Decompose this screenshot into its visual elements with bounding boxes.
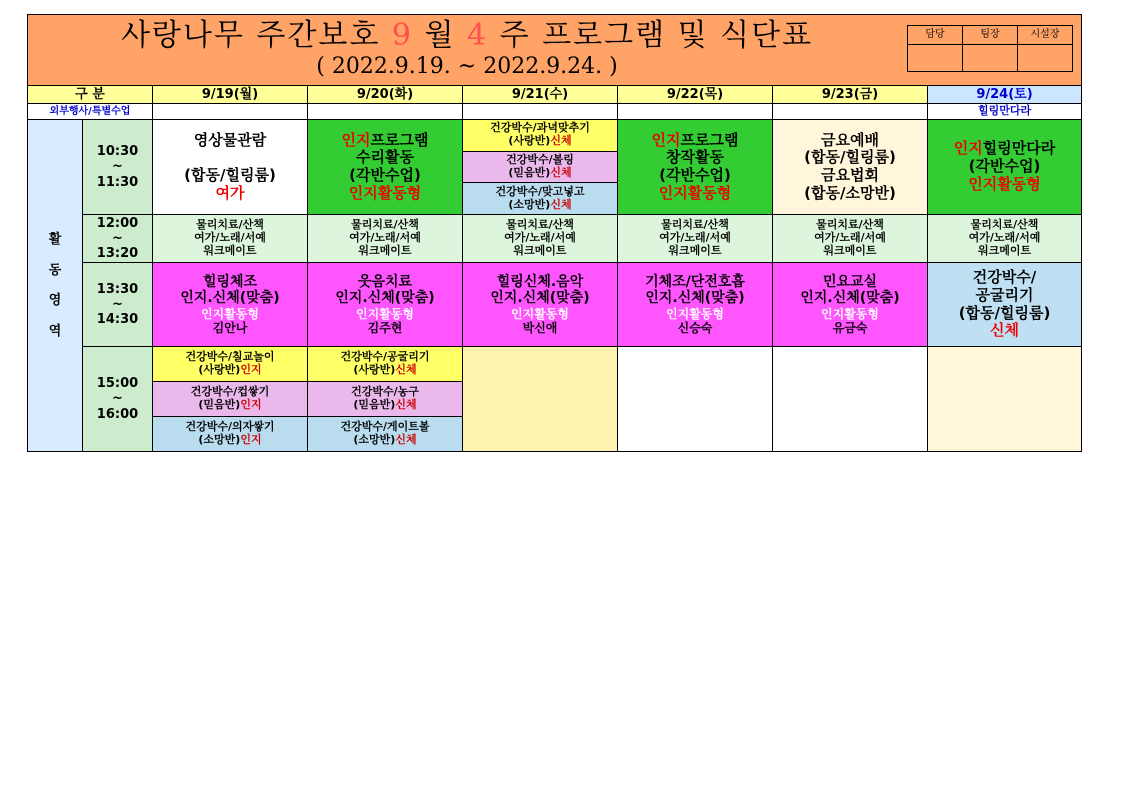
program-thu-3: 기체조/단전호흡 인지.신체(맞춤) 인지활동형 신승숙: [618, 263, 773, 347]
special-cell: [153, 104, 308, 120]
time-slot: 10:30 ~ 11:30: [83, 120, 153, 215]
period-subtitle: ( 2022.9.19. ~ 2022.9.24. ): [316, 54, 618, 79]
program-wed-2: 물리치료/산책 여가/노래/서예 워크메이트: [463, 215, 618, 263]
special-saturday: 힐링만다라: [928, 104, 1082, 120]
special-cell: [618, 104, 773, 120]
title-banner: [28, 15, 1082, 86]
page-title: 사랑나무 주간보호 9 월 4 주 프로그램 및 식단표: [120, 18, 814, 53]
approval-box: [907, 25, 1073, 72]
program-fri-2: 물리치료/산책 여가/노래/서예 워크메이트: [773, 215, 928, 263]
special-label: 외부행사/특별수업: [28, 104, 153, 120]
time-slot: 12:00 ~ 13:20: [83, 215, 153, 263]
program-wed-4: [463, 347, 618, 452]
program-wed-1: 건강박수/과녁맞추기 (사랑반)신체 건강박수/볼링 (믿음반)신체 건강박수/맞고넣고 (소망반)신체: [463, 120, 618, 215]
approval-sign-slot: [963, 45, 1018, 72]
activity-row-1: [28, 120, 1082, 215]
approval-sign-slot: [1018, 45, 1073, 72]
program-tue-2: 물리치료/산책 여가/노래/서예 워크메이트: [308, 215, 463, 263]
program-tue-1: 인지프로그램 수리활동 (각반수업) 인지활동형: [308, 120, 463, 215]
program-fri-1: 금요예배 (합동/힐링룸) 금요법회 (합동/소망반): [773, 120, 928, 215]
program-sheet: [27, 14, 1081, 452]
time-slot: 15:00 ~ 16:00: [83, 347, 153, 452]
approval-label: 담당: [908, 26, 963, 45]
special-cell: [773, 104, 928, 120]
day-header-row: [28, 86, 1082, 104]
approval-label: 팀장: [963, 26, 1018, 45]
activity-area-label: 활 동 영 역: [28, 120, 83, 452]
program-sat-4: [928, 347, 1082, 452]
section-header: 구 분: [28, 86, 153, 104]
activity-row-3: [28, 263, 1082, 347]
program-mon-2: 물리치료/산책 여가/노래/서예 워크메이트: [153, 215, 308, 263]
time-slot: 13:30 ~ 14:30: [83, 263, 153, 347]
program-tue-3: 웃음치료 인지.신체(맞춤) 인지활동형 김주현: [308, 263, 463, 347]
day-header: 9/20(화): [308, 86, 463, 104]
special-cell: [308, 104, 463, 120]
special-cell: [463, 104, 618, 120]
program-sat-2: 물리치료/산책 여가/노래/서예 워크메이트: [928, 215, 1082, 263]
program-mon-3: 힐링체조 인지.신체(맞춤) 인지활동형 김안나: [153, 263, 308, 347]
program-table: [27, 14, 1082, 452]
approval-label: 시설장: [1018, 26, 1073, 45]
day-header-saturday: 9/24(토): [928, 86, 1082, 104]
day-header: 9/22(목): [618, 86, 773, 104]
day-header: 9/23(금): [773, 86, 928, 104]
program-sat-3: 건강박수/ 공굴리기 (합동/힐링룸) 신체: [928, 263, 1082, 347]
program-fri-3: 민요교실 인지.신체(맞춤) 인지활동형 유금숙: [773, 263, 928, 347]
program-sat-1: 인지힐링만다라 (각반수업) 인지활동형: [928, 120, 1082, 215]
approval-sign-slot: [908, 45, 963, 72]
program-thu-4: [618, 347, 773, 452]
activity-row-2: [28, 215, 1082, 263]
program-tue-4: 건강박수/공굴리기 (사랑반)신체 건강박수/농구 (믿음반)신체 건강박수/게이트볼 (소망반)신체: [308, 347, 463, 452]
program-fri-4: [773, 347, 928, 452]
day-header: 9/21(수): [463, 86, 618, 104]
program-mon-1: 영상물관람 (합동/힐링룸) 여가: [153, 120, 308, 215]
special-row: [28, 104, 1082, 120]
program-thu-2: 물리치료/산책 여가/노래/서예 워크메이트: [618, 215, 773, 263]
program-mon-4: 건강박수/칠교놀이 (사랑반)인지 건강박수/컵쌓기 (믿음반)인지 건강박수/의자쌓기 (소망반)인지: [153, 347, 308, 452]
program-thu-1: 인지프로그램 창작활동 (각반수업) 인지활동형: [618, 120, 773, 215]
program-wed-3: 힐링신체.음악 인지.신체(맞춤) 인지활동형 박신애: [463, 263, 618, 347]
activity-row-4: [28, 347, 1082, 452]
day-header: 9/19(월): [153, 86, 308, 104]
